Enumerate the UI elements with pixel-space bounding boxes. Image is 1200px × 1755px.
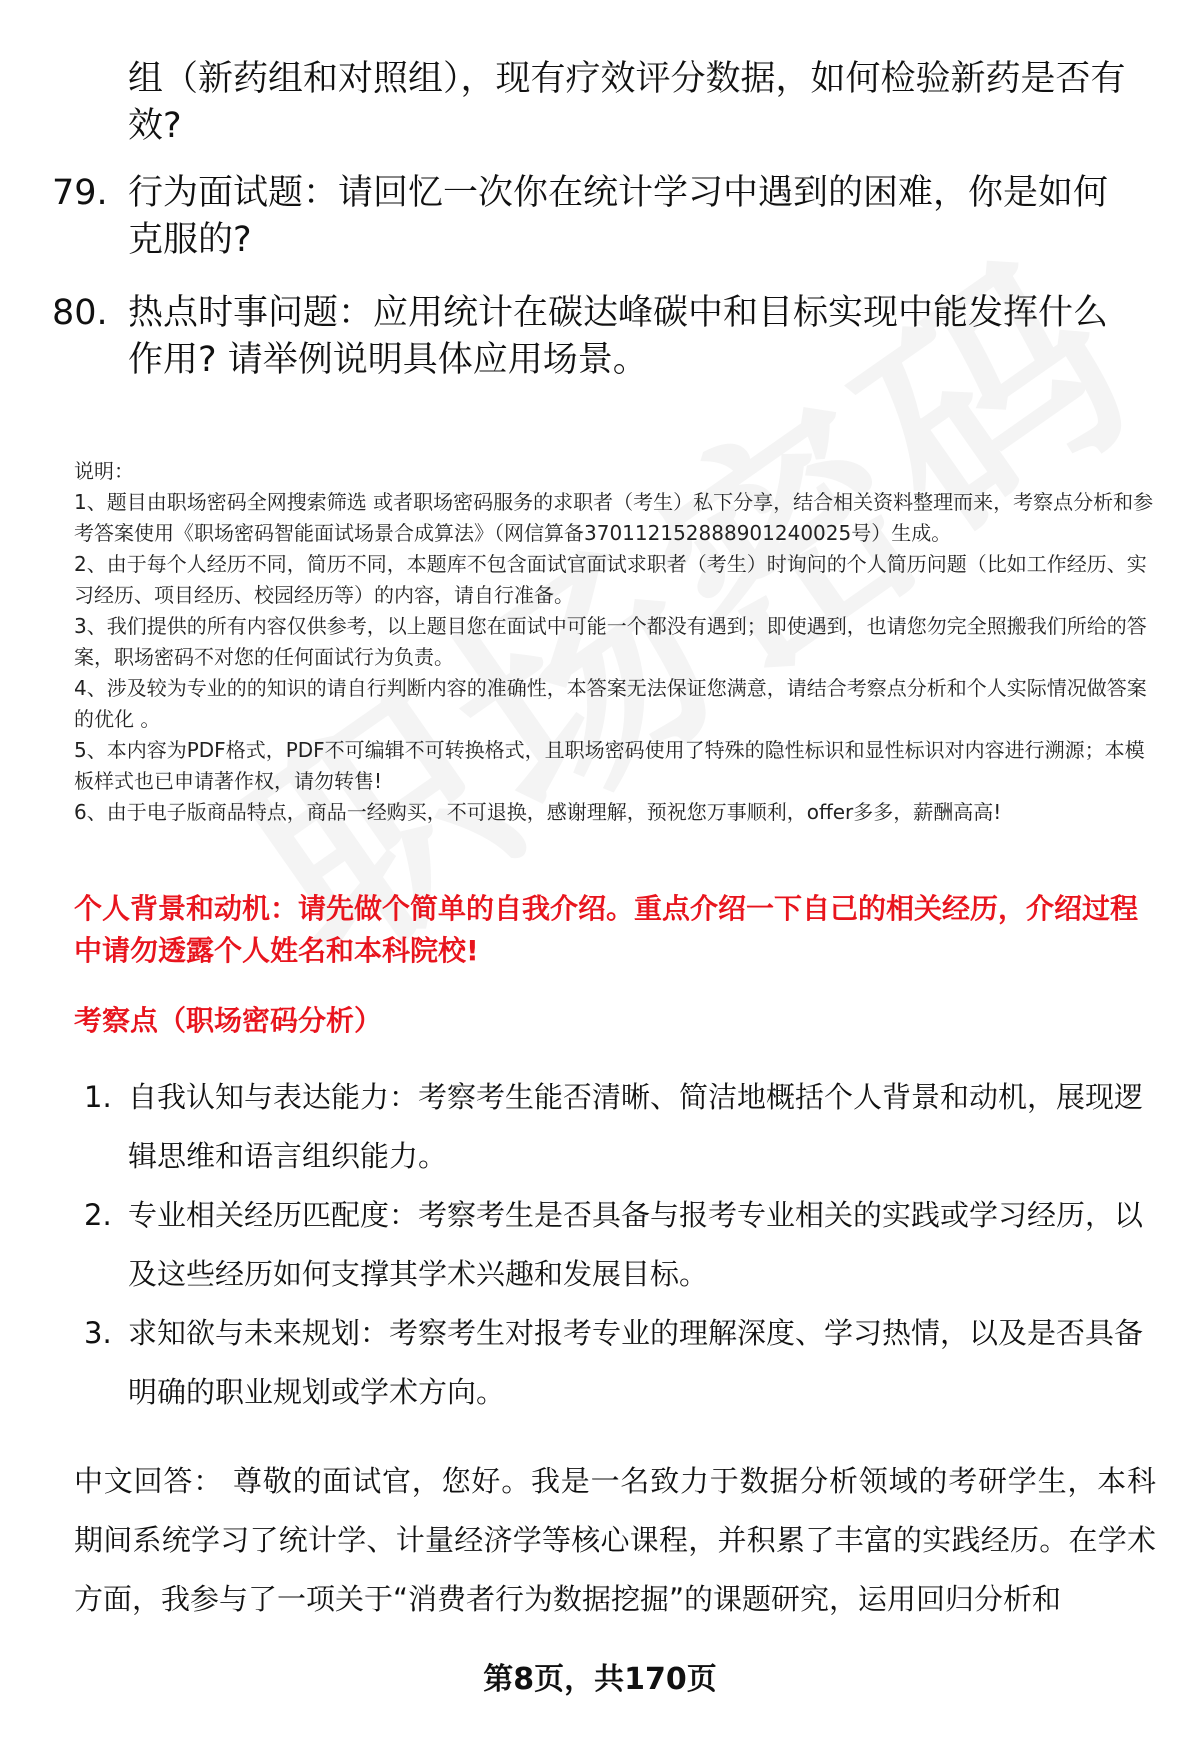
question-78-continuation: 组（新药组和对照组），现有疗效评分数据，如何检验新药是否有效? — [128, 59, 1126, 146]
notes-section — [74, 456, 1154, 828]
chinese-answer: 中文回答： 尊敬的面试官，您好。我是一名致力于数据分析领域的考研学生，本科期间系统学习了统计学、计量经济学等核心课程，并积累了丰富的实践经历。在学术方面，我参与了一项关于“消费者行为数据挖掘”的课题研究，运用回归分析和 — [74, 1464, 1156, 1616]
list-item-number: 2. — [84, 1198, 112, 1232]
question-text: 行为面试题：请回忆一次你在统计学习中遇到的困难，你是如何克服的? — [128, 173, 1109, 260]
list-item-number: 1. — [84, 1080, 112, 1114]
question-text: 热点时事问题：应用统计在碳达峰碳中和目标实现中能发挥什么作用? 请举例说明具体应用场景。 — [128, 293, 1109, 380]
note-item: 1、题目由职场密码全网搜索筛选 或者职场密码服务的求职者（考生）私下分享，结合相关资料整理而来，考察点分析和参考答案使用《职场密码智能面试场景合成算法》（网信算备370112152888901240025号）生成。 — [74, 490, 1154, 545]
list-item-text: 专业相关经历匹配度：考察考生是否具备与报考专业相关的实践或学习经历，以及这些经历如何支撑其学术兴趣和发展目标。 — [128, 1198, 1144, 1291]
note-item: 4、涉及较为专业的的知识的请自行判断内容的准确性，本答案无法保证您满意，请结合考察点分析和个人实际情况做答案的优化 。 — [74, 676, 1147, 731]
question-number: 79. — [52, 173, 108, 213]
page-footer: 第8页，共170页 — [483, 1662, 717, 1697]
assessment-points-list — [74, 1068, 1154, 1422]
list-item-text: 自我认知与表达能力：考察考生能否清晰、简洁地概括个人背景和动机，展现逻辑思维和语言组织能力。 — [128, 1080, 1144, 1173]
notes-title: 说明： — [74, 459, 134, 483]
list-item-number: 3. — [84, 1316, 112, 1350]
list-item — [74, 1186, 1154, 1304]
note-item: 5、本内容为PDF格式，PDF不可编辑不可转换格式，且职场密码使用了特殊的隐性标识和显性标识对内容进行溯源；本模板样式也已申请著作权，请勿转售! — [74, 738, 1145, 793]
list-item-text: 求知欲与未来规划：考察考生对报考专业的理解深度、学习热情，以及是否具备明确的职业规划或学术方向。 — [128, 1316, 1144, 1409]
list-item — [74, 1068, 1154, 1186]
note-item: 3、我们提供的所有内容仅供参考，以上题目您在面试中可能一个都没有遇到；即使遇到，也请您勿完全照搬我们所给的答案，职场密码不对您的任何面试行为负责。 — [74, 614, 1147, 669]
list-item — [74, 1304, 1154, 1422]
note-item: 6、由于电子版商品特点，商品一经购买，不可退换，感谢理解，预祝您万事顺利，offer多多，薪酬高高! — [74, 800, 1002, 824]
assessment-points-heading: 考察点（职场密码分析） — [74, 1004, 383, 1037]
interview-question-heading: 个人背景和动机：请先做个简单的自我介绍。重点介绍一下自己的相关经历，介绍过程中请勿透露个人姓名和本科院校! — [74, 892, 1139, 967]
note-item: 2、由于每个人经历不同，简历不同，本题库不包含面试官面试求职者（考生）时询问的个人简历问题（比如工作经历、实习经历、项目经历、校园经历等）的内容，请自行准备。 — [74, 552, 1147, 607]
question-number: 80. — [52, 293, 108, 333]
